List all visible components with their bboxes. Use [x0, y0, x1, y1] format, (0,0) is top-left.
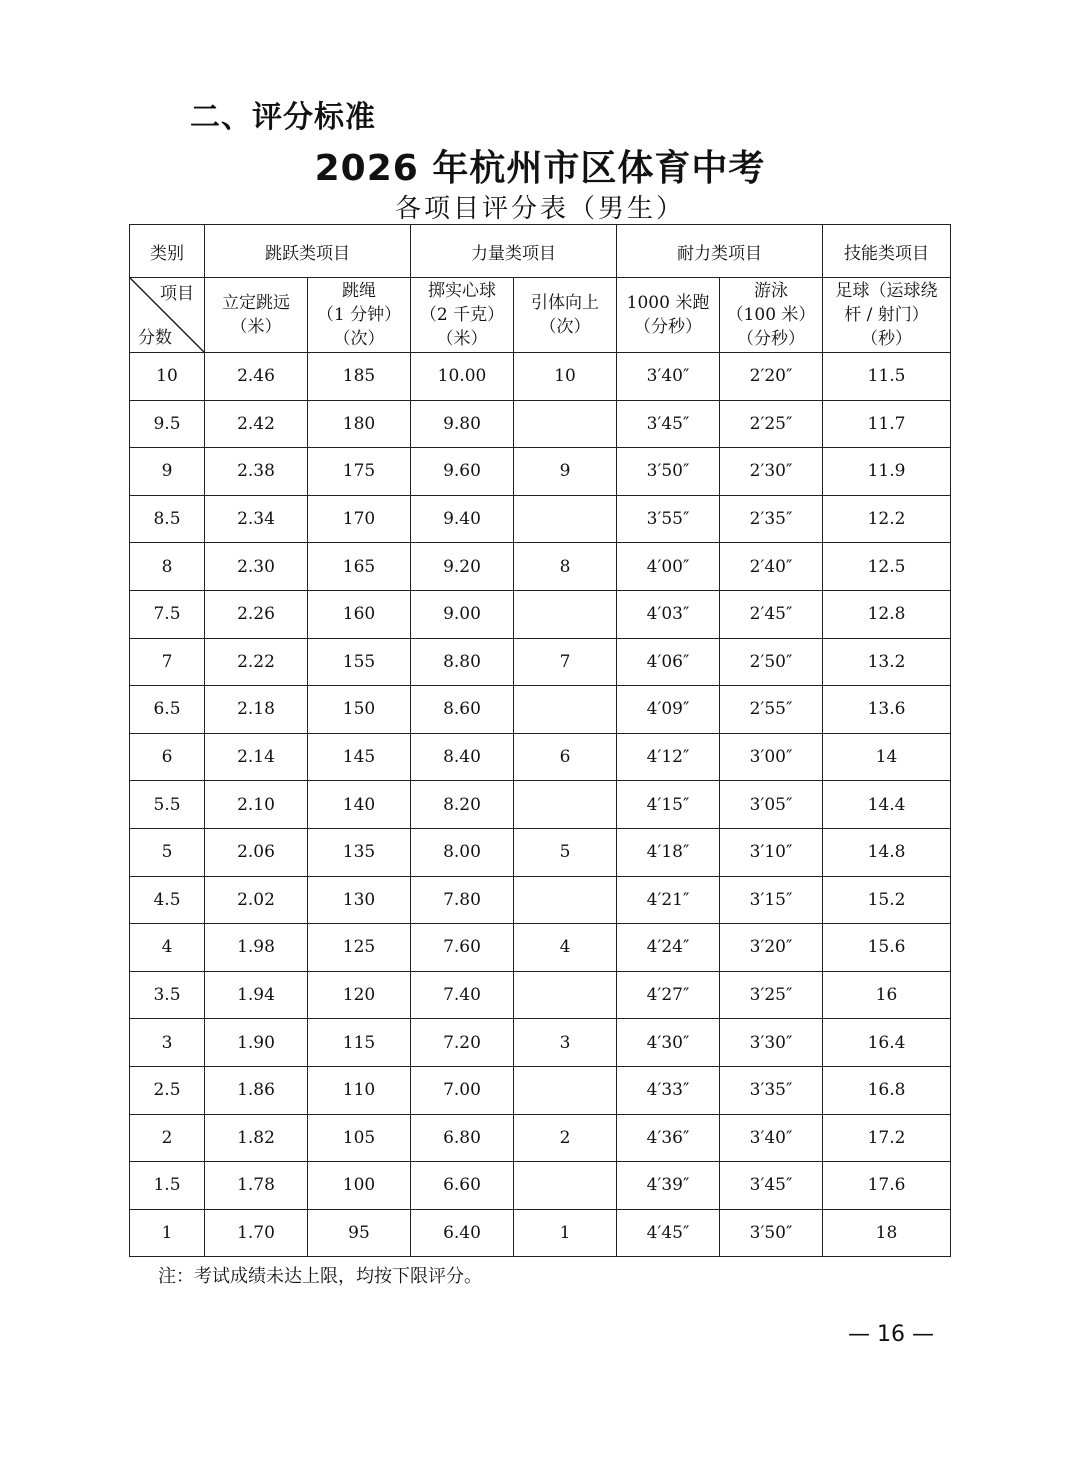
table-cell: 1.78 — [205, 1162, 308, 1210]
table-cell: 6 — [514, 733, 617, 781]
table-cell: 15.6 — [823, 924, 951, 972]
table-cell: 8.20 — [411, 781, 514, 829]
table-cell: 4′06″ — [617, 638, 720, 686]
table-cell: 8.60 — [411, 686, 514, 734]
table-row — [130, 971, 951, 1019]
score-cell: 6 — [130, 733, 205, 781]
table-cell: 8.00 — [411, 828, 514, 876]
table-cell: 3′50″ — [617, 448, 720, 496]
item-rope-skipping: 跳绳 （1 分钟） （次） — [308, 278, 411, 353]
category-endurance: 耐力类项目 — [617, 225, 823, 278]
score-cell: 4 — [130, 924, 205, 972]
table-cell: 110 — [308, 1066, 411, 1114]
table-cell: 16.4 — [823, 1019, 951, 1067]
table-cell: 3′10″ — [720, 828, 823, 876]
table-cell: 4′12″ — [617, 733, 720, 781]
table-cell: 4′33″ — [617, 1066, 720, 1114]
table-row — [130, 1162, 951, 1210]
table-cell: 12.5 — [823, 543, 951, 591]
table-cell: 120 — [308, 971, 411, 1019]
table-cell: 2′30″ — [720, 448, 823, 496]
table-cell: 3 — [514, 1019, 617, 1067]
score-cell: 1 — [130, 1209, 205, 1257]
table-cell: 100 — [308, 1162, 411, 1210]
table-cell: 3′15″ — [720, 876, 823, 924]
table-cell: 1.82 — [205, 1114, 308, 1162]
table-cell: 2.06 — [205, 828, 308, 876]
table-cell: 185 — [308, 353, 411, 401]
table-cell: 16.8 — [823, 1066, 951, 1114]
table-row — [130, 353, 951, 401]
score-table — [129, 224, 951, 1257]
category-row — [130, 225, 951, 278]
table-cell: 4′03″ — [617, 590, 720, 638]
score-cell: 5.5 — [130, 781, 205, 829]
table-row — [130, 924, 951, 972]
score-cell: 3 — [130, 1019, 205, 1067]
table-cell: 7.80 — [411, 876, 514, 924]
table-cell: 12.8 — [823, 590, 951, 638]
score-label: 分数 — [138, 328, 172, 348]
table-cell: 3′40″ — [617, 353, 720, 401]
table-cell: 4′39″ — [617, 1162, 720, 1210]
table-cell: 17.6 — [823, 1162, 951, 1210]
score-cell: 6.5 — [130, 686, 205, 734]
table-cell: 11.7 — [823, 400, 951, 448]
table-cell: 170 — [308, 495, 411, 543]
table-cell: 10 — [514, 353, 617, 401]
score-cell: 4.5 — [130, 876, 205, 924]
score-cell: 8 — [130, 543, 205, 591]
table-cell: 130 — [308, 876, 411, 924]
table-cell: 2.26 — [205, 590, 308, 638]
table-cell: 140 — [308, 781, 411, 829]
table-cell: 10.00 — [411, 353, 514, 401]
table-cell: 14.8 — [823, 828, 951, 876]
table-cell: 7.60 — [411, 924, 514, 972]
table-row — [130, 781, 951, 829]
table-cell: 3′40″ — [720, 1114, 823, 1162]
category-strength: 力量类项目 — [411, 225, 617, 278]
item-pull-ups: 引体向上 （次） — [514, 278, 617, 353]
score-cell: 5 — [130, 828, 205, 876]
table-row — [130, 1066, 951, 1114]
table-cell: 180 — [308, 400, 411, 448]
table-cell: 8.80 — [411, 638, 514, 686]
table-cell: 4 — [514, 924, 617, 972]
table-cell: 2.46 — [205, 353, 308, 401]
table-cell: 2.14 — [205, 733, 308, 781]
table-cell: 2′25″ — [720, 400, 823, 448]
table-cell: 3′20″ — [720, 924, 823, 972]
table-cell: 8 — [514, 543, 617, 591]
score-cell: 1.5 — [130, 1162, 205, 1210]
table-cell: 2′35″ — [720, 495, 823, 543]
item-medicine-ball: 掷实心球 （2 千克） （米） — [411, 278, 514, 353]
table-cell: 2′40″ — [720, 543, 823, 591]
table-cell: 4′24″ — [617, 924, 720, 972]
table-cell — [514, 971, 617, 1019]
category-skill: 技能类项目 — [823, 225, 951, 278]
table-cell: 4′21″ — [617, 876, 720, 924]
table-cell: 160 — [308, 590, 411, 638]
table-subtitle: 各项目评分表（男生） — [394, 194, 685, 224]
table-cell: 6.80 — [411, 1114, 514, 1162]
table-cell: 150 — [308, 686, 411, 734]
table-cell: 7.00 — [411, 1066, 514, 1114]
item-standing-long-jump: 立定跳远 （米） — [205, 278, 308, 353]
table-cell: 115 — [308, 1019, 411, 1067]
item-label: 项目 — [160, 284, 194, 304]
table-cell — [514, 686, 617, 734]
table-row — [130, 876, 951, 924]
table-cell — [514, 495, 617, 543]
table-cell: 7.40 — [411, 971, 514, 1019]
table-cell: 175 — [308, 448, 411, 496]
table-cell: 2.22 — [205, 638, 308, 686]
table-cell: 4′30″ — [617, 1019, 720, 1067]
table-cell: 4′00″ — [617, 543, 720, 591]
score-cell: 7.5 — [130, 590, 205, 638]
table-cell: 11.5 — [823, 353, 951, 401]
table-cell: 12.2 — [823, 495, 951, 543]
score-cell: 10 — [130, 353, 205, 401]
table-cell: 17.2 — [823, 1114, 951, 1162]
table-cell: 1 — [514, 1209, 617, 1257]
table-cell: 7 — [514, 638, 617, 686]
table-cell: 18 — [823, 1209, 951, 1257]
table-row — [130, 448, 951, 496]
table-cell: 9 — [514, 448, 617, 496]
table-row — [130, 1209, 951, 1257]
table-cell: 2.10 — [205, 781, 308, 829]
table-cell: 3′25″ — [720, 971, 823, 1019]
page-number: — 16 — — [848, 1322, 934, 1347]
table-cell: 2′45″ — [720, 590, 823, 638]
table-cell: 14 — [823, 733, 951, 781]
table-cell: 145 — [308, 733, 411, 781]
table-cell: 2′50″ — [720, 638, 823, 686]
category-jumping: 跳跃类项目 — [205, 225, 411, 278]
table-cell — [514, 876, 617, 924]
table-cell: 3′50″ — [720, 1209, 823, 1257]
table-cell: 1.70 — [205, 1209, 308, 1257]
table-cell: 8.40 — [411, 733, 514, 781]
table-cell: 15.2 — [823, 876, 951, 924]
document-title: 2026 年杭州市区体育中考 — [314, 148, 766, 189]
score-cell: 3.5 — [130, 971, 205, 1019]
score-cell: 9 — [130, 448, 205, 496]
table-cell: 3′00″ — [720, 733, 823, 781]
table-row — [130, 686, 951, 734]
table-cell: 155 — [308, 638, 411, 686]
table-cell: 14.4 — [823, 781, 951, 829]
table-cell — [514, 590, 617, 638]
table-cell: 9.20 — [411, 543, 514, 591]
table-cell: 6.60 — [411, 1162, 514, 1210]
table-row — [130, 638, 951, 686]
table-cell: 4′09″ — [617, 686, 720, 734]
table-row — [130, 495, 951, 543]
section-heading: 二、评分标准 — [190, 100, 376, 135]
score-cell: 8.5 — [130, 495, 205, 543]
table-cell: 3′55″ — [617, 495, 720, 543]
table-cell: 2.18 — [205, 686, 308, 734]
score-cell: 2 — [130, 1114, 205, 1162]
table-cell: 4′45″ — [617, 1209, 720, 1257]
table-cell: 11.9 — [823, 448, 951, 496]
table-cell: 2.34 — [205, 495, 308, 543]
table-cell: 2.38 — [205, 448, 308, 496]
table-cell: 1.90 — [205, 1019, 308, 1067]
table-cell — [514, 781, 617, 829]
category-label: 类别 — [130, 225, 205, 278]
table-cell: 2.42 — [205, 400, 308, 448]
table-cell: 3′45″ — [720, 1162, 823, 1210]
table-cell: 1.86 — [205, 1066, 308, 1114]
table-row — [130, 828, 951, 876]
table-row — [130, 733, 951, 781]
item-football: 足球（运球绕 杆 / 射门） （秒） — [823, 278, 951, 353]
table-row — [130, 590, 951, 638]
table-cell: 3′30″ — [720, 1019, 823, 1067]
table-cell — [514, 1162, 617, 1210]
table-cell: 2′20″ — [720, 353, 823, 401]
table-cell: 135 — [308, 828, 411, 876]
item-header-row — [130, 278, 951, 353]
table-cell: 2′55″ — [720, 686, 823, 734]
table-cell: 4′36″ — [617, 1114, 720, 1162]
table-cell: 13.6 — [823, 686, 951, 734]
table-cell: 3′45″ — [617, 400, 720, 448]
table-cell: 125 — [308, 924, 411, 972]
item-swimming: 游泳 （100 米） （分秒） — [720, 278, 823, 353]
table-cell: 95 — [308, 1209, 411, 1257]
table-cell: 4′18″ — [617, 828, 720, 876]
table-cell: 13.2 — [823, 638, 951, 686]
table-cell: 1.98 — [205, 924, 308, 972]
table-cell — [514, 400, 617, 448]
table-note: 注：考试成绩未达上限，均按下限评分。 — [158, 1266, 482, 1287]
score-cell: 2.5 — [130, 1066, 205, 1114]
score-cell: 9.5 — [130, 400, 205, 448]
table-row — [130, 543, 951, 591]
table-cell: 5 — [514, 828, 617, 876]
table-cell: 4′15″ — [617, 781, 720, 829]
table-cell: 3′35″ — [720, 1066, 823, 1114]
table-cell: 2.02 — [205, 876, 308, 924]
score-cell: 7 — [130, 638, 205, 686]
table-cell: 1.94 — [205, 971, 308, 1019]
table-cell — [514, 1066, 617, 1114]
table-row — [130, 1019, 951, 1067]
table-cell: 9.40 — [411, 495, 514, 543]
item-1000m-run: 1000 米跑 （分秒） — [617, 278, 720, 353]
table-cell: 16 — [823, 971, 951, 1019]
table-cell: 9.80 — [411, 400, 514, 448]
table-row — [130, 1114, 951, 1162]
table-cell: 3′05″ — [720, 781, 823, 829]
table-cell: 2.30 — [205, 543, 308, 591]
table-row — [130, 400, 951, 448]
diagonal-header-cell — [130, 278, 205, 353]
table-cell: 9.00 — [411, 590, 514, 638]
table-cell: 165 — [308, 543, 411, 591]
table-cell: 6.40 — [411, 1209, 514, 1257]
table-cell: 105 — [308, 1114, 411, 1162]
table-cell: 7.20 — [411, 1019, 514, 1067]
table-cell: 4′27″ — [617, 971, 720, 1019]
table-cell: 9.60 — [411, 448, 514, 496]
table-cell: 2 — [514, 1114, 617, 1162]
